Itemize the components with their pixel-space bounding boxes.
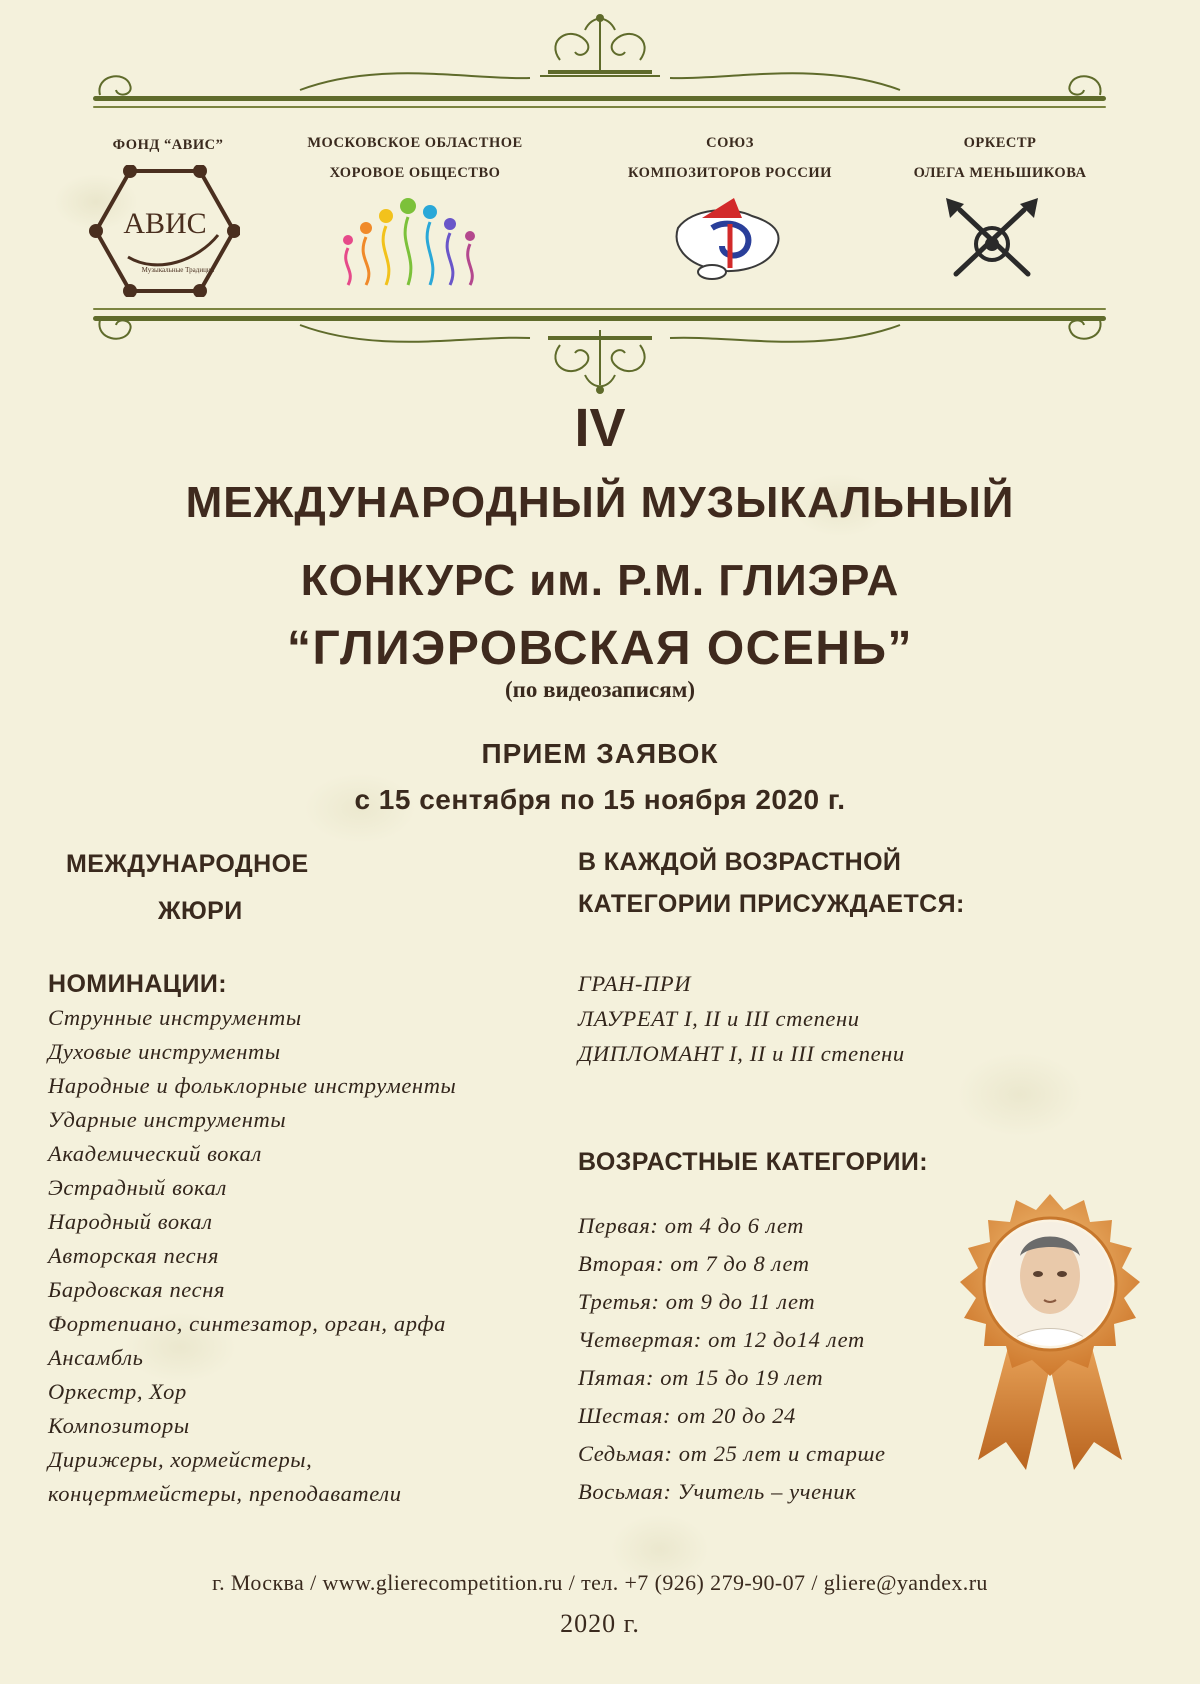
award-item: ГРАН-ПРИ [578,971,692,996]
title-note: (по видеозаписям) [504,677,696,702]
medal-portrait-icon [940,1190,1160,1480]
nomination-item: Бардовская песня [48,1277,226,1302]
nomination-item: Народный вокал [48,1209,213,1234]
org-avis-name [78,130,258,160]
org-name-line: СОЮЗ [706,135,754,151]
awards-list [578,966,905,1071]
top-frame-line-thin [93,106,1106,108]
title-line-3: “ГЛИЭРОВСКАЯ ОСЕНЬ” [286,622,914,675]
nomination-item: Ударные инструменты [48,1107,287,1132]
top-frame-line [93,96,1106,101]
composers-union-logo-icon [672,188,788,288]
nomination-item: Оркестр, Хор [48,1379,187,1404]
age-category-item: Пятая: от 15 до 19 лет [578,1365,824,1390]
age-category-item: Четвертая: от 12 до14 лет [578,1327,865,1352]
org-name-line: КОМПОЗИТОРОВ РОССИИ [628,165,832,181]
nomination-item: Духовые инструменты [48,1039,281,1064]
applications-dates: с 15 сентября по 15 ноября 2020 г. [354,784,846,815]
nomination-item: Композиторы [48,1413,190,1438]
footer-contacts: г. Москва / www.glierecompetition.ru / тел. +7 (926) 279-90-07 / gliere@yandex.ru [212,1570,988,1595]
awards-heading-line-2: КАТЕГОРИИ ПРИСУЖДАЕТСЯ: [578,890,965,918]
award-item: ДИПЛОМАНТ I, II и III степени [578,1041,905,1066]
nomination-item: Ансамбль [48,1345,144,1370]
nomination-item: Авторская песня [48,1243,220,1268]
org-name-line: ОРКЕСТР [963,135,1037,151]
nominations-list [48,1001,456,1511]
age-category-item: Вторая: от 7 до 8 лет [578,1251,810,1276]
nomination-item: Струнные инструменты [48,1005,302,1030]
applications-heading: ПРИЕМ ЗАЯВОК [481,738,719,769]
footer-year: 2020 г. [560,1609,640,1638]
org-name-line: ОЛЕГА МЕНЬШИКОВА [913,165,1087,181]
crossed-trumpets-icon [942,196,1042,280]
avis-logo-icon [88,165,240,297]
age-category-item: Шестая: от 20 до 24 [578,1403,796,1428]
nomination-item: Дирижеры, хормейстеры, [48,1447,313,1472]
svg-text:Музыкальные Традиции: Музыкальные Традиции [141,266,215,274]
title-line-2: КОНКУРС им. Р.М. ГЛИЭРА [300,556,900,605]
age-categories-list [578,1207,886,1511]
org-name-line: ФОНД “АВИС” [112,137,224,153]
bottom-flourish-icon [0,300,1200,400]
nomination-item: Народные и фольклорные инструменты [48,1073,457,1098]
jury-heading-line-2: ЖЮРИ [158,897,243,925]
org-composers-name [590,128,870,188]
nominations-heading: НОМИНАЦИИ: [48,970,227,998]
nomination-item: Эстрадный вокал [48,1175,227,1200]
title-line-1: МЕЖДУНАРОДНЫЙ МУЗЫКАЛЬНЫЙ [185,478,1015,527]
nomination-item: Академический вокал [48,1141,262,1166]
org-name-line: МОСКОВСКОЕ ОБЛАСТНОЕ [307,135,523,151]
age-category-item: Восьмая: Учитель – ученик [578,1479,857,1504]
award-item: ЛАУРЕАТ I, II и III степени [578,1006,860,1031]
awards-heading-line-1: В КАЖДОЙ ВОЗРАСТНОЙ [578,848,902,876]
svg-text:АВИС: АВИС [123,207,207,240]
org-orchestra-name [885,128,1115,188]
edition-number: IV [574,398,626,458]
age-category-item: Первая: от 4 до 6 лет [578,1213,804,1238]
age-category-item: Седьмая: от 25 лет и старше [578,1441,886,1466]
jury-heading-line-1: МЕЖДУНАРОДНОЕ [66,850,309,878]
choir-people-logo-icon [338,190,488,290]
org-choir-name [280,128,550,188]
age-categories-heading: ВОЗРАСТНЫЕ КАТЕГОРИИ: [578,1148,928,1176]
top-flourish-icon [0,0,1200,130]
nomination-item: Фортепиано, синтезатор, орган, арфа [48,1311,446,1336]
age-category-item: Третья: от 9 до 11 лет [578,1289,816,1314]
org-name-line: ХОРОВОЕ ОБЩЕСТВО [329,165,501,181]
nomination-item: концертмейстеры, преподаватели [48,1481,402,1506]
